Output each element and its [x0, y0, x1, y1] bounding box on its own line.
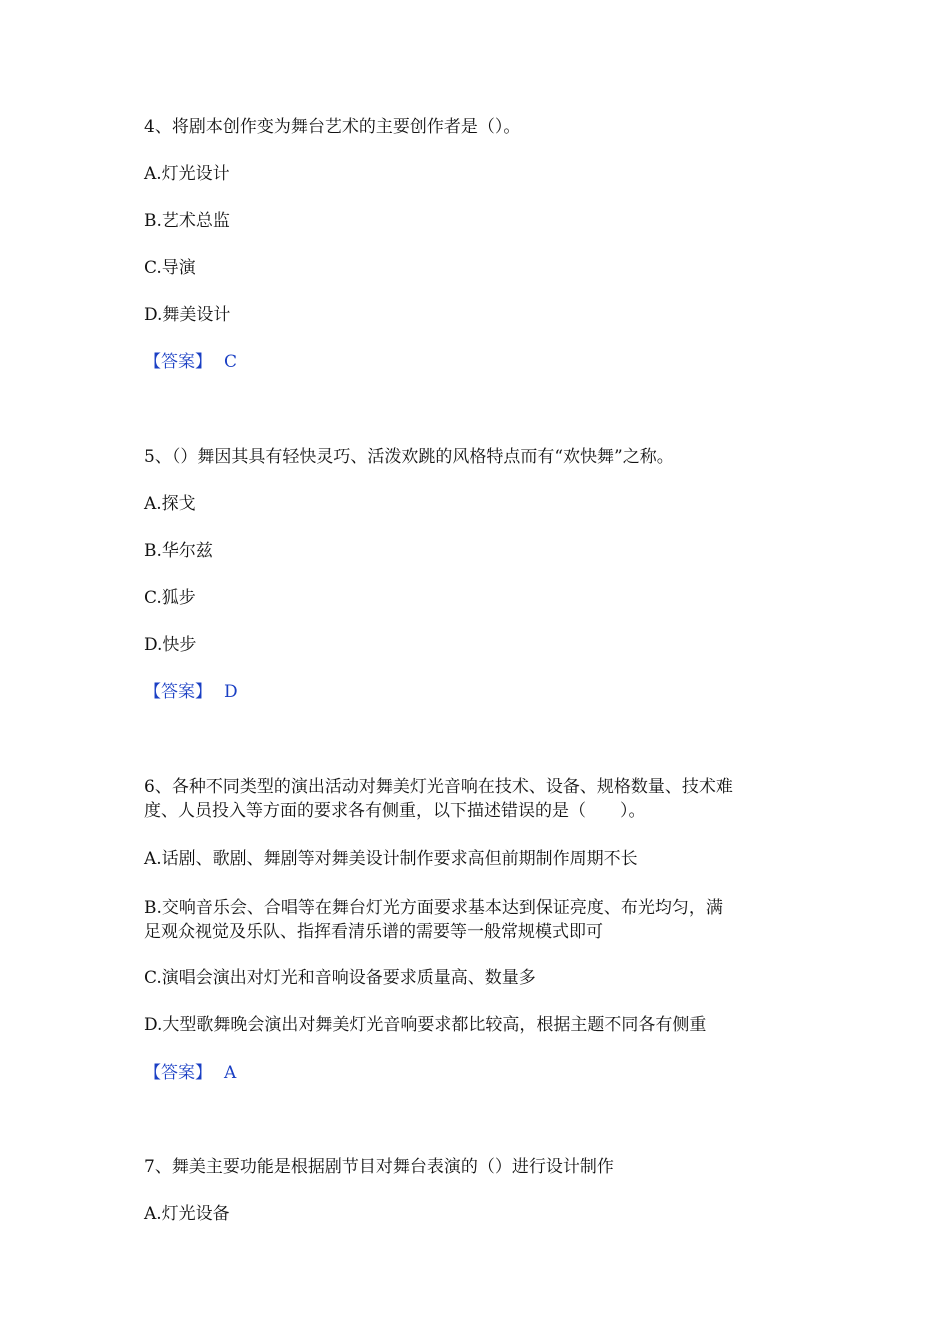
option-c: C.演唱会演出对灯光和音响设备要求质量高、数量多: [144, 968, 536, 988]
answer-value: D: [224, 682, 238, 702]
question-stem: 4、将剧本创作变为舞台艺术的主要创作者是（）。: [144, 117, 521, 137]
question-stem-line-1: 6、各种不同类型的演出活动对舞美灯光音响在技术、设备、规格数量、技术难: [144, 777, 733, 797]
question-stem: 7、舞美主要功能是根据剧节目对舞台表演的（）进行设计制作: [144, 1157, 614, 1177]
answer-value: A: [224, 1063, 237, 1083]
option-a: A.灯光设计: [144, 164, 230, 184]
option-a: A.探戈: [144, 494, 196, 514]
option-a: A.灯光设备: [144, 1204, 230, 1224]
question-stem-line-2: 度、人员投入等方面的要求各有侧重，以下描述错误的是（ ）。: [144, 801, 646, 821]
answer-row: [144, 1061, 236, 1085]
option-d: D.舞美设计: [144, 305, 231, 325]
answer-label: 【答案】: [144, 352, 212, 372]
answer-value: C: [224, 352, 238, 372]
option-b-line-2: 足观众视觉及乐队、指挥看清乐谱的需要等一般常规模式即可: [144, 922, 603, 942]
answer-label: 【答案】: [144, 682, 212, 702]
answer-label: 【答案】: [144, 1063, 212, 1083]
option-d: D.大型歌舞晚会演出对舞美灯光音响要求都比较高，根据主题不同各有侧重: [144, 1015, 707, 1035]
question-stem: 5、（）舞因其具有轻快灵巧、活泼欢跳的风格特点而有“欢快舞”之称。: [144, 447, 674, 467]
option-b: B.华尔兹: [144, 541, 213, 561]
option-c: C.导演: [144, 258, 196, 278]
option-b: B.艺术总监: [144, 211, 230, 231]
option-a: A.话剧、歌剧、舞剧等对舞美设计制作要求高但前期制作周期不长: [144, 849, 638, 869]
option-b-line-1: B.交响音乐会、合唱等在舞台灯光方面要求基本达到保证亮度、布光均匀，满: [144, 898, 723, 918]
option-c: C.狐步: [144, 588, 196, 608]
answer-row: [144, 350, 237, 374]
option-d: D.快步: [144, 635, 197, 655]
answer-row: [144, 680, 238, 704]
